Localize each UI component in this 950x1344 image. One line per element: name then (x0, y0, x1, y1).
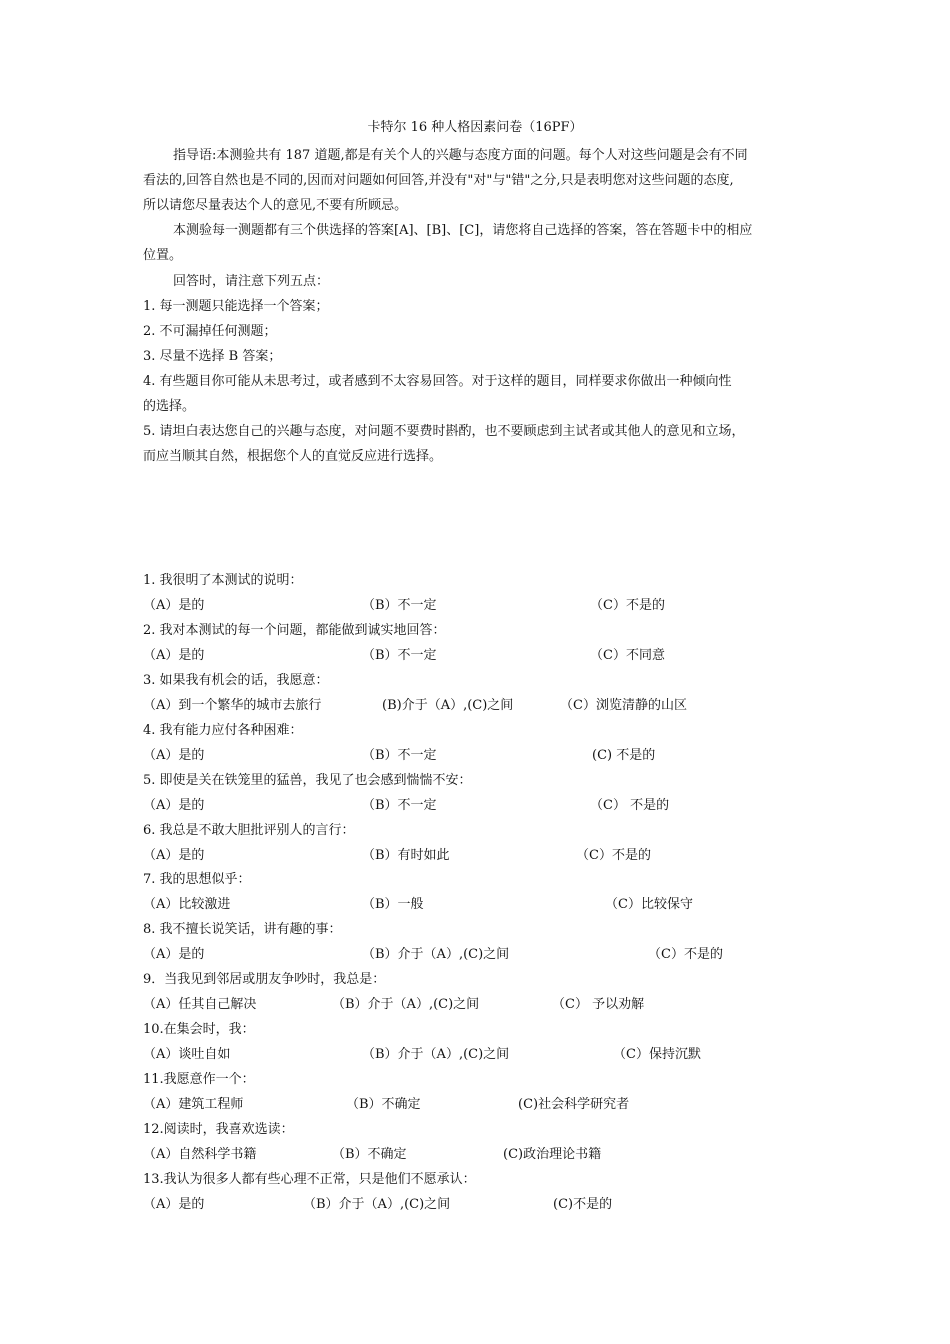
rule-item: 1. 每一测题只能选择一个答案； (143, 299, 329, 314)
option-b: （B）不一定 (362, 748, 437, 763)
option-b: （B）不一定 (362, 598, 437, 613)
question-text: 10.在集会时，我： (143, 1022, 255, 1037)
option-a: （A）是的 (143, 798, 205, 813)
option-b: （B）介于（A）,(C)之间 (362, 1047, 510, 1062)
option-b: （B）不一定 (362, 798, 437, 813)
option-c: （C） 不是的 (590, 798, 670, 813)
instruction-line: 看法的,回答自然也是不同的,因而对问题如何回答,并没有"对"与"错"之分,只是表明您对这些问题的态度, (143, 173, 734, 188)
rule-item: 5. 请坦白表达您自己的兴趣与态度，对问题不要费时斟酌，也不要顾虑到主试者或其他人的意见和立场， (143, 424, 745, 439)
question-text: 9．当我见到邻居或朋友争吵时，我总是： (143, 972, 386, 987)
option-c: （C）保持沉默 (613, 1047, 701, 1062)
page-title: 卡特尔 16 种人格因素问卷（16PF） (367, 120, 583, 135)
option-a: （A）任其自己解决 (143, 997, 257, 1012)
rule-item: 的选择。 (143, 399, 196, 414)
option-b: （B）介于（A）,(C)之间 (303, 1197, 451, 1212)
option-c: （C）不是的 (648, 947, 723, 962)
instruction-line: 所以请您尽量表达个人的意见,不要有所顾忌。 (143, 198, 408, 213)
option-a: （A）到一个繁华的城市去旅行 (143, 698, 322, 713)
option-b: （B）介于（A）,(C)之间 (362, 947, 510, 962)
question-text: 2. 我对本测试的每一个问题，都能做到诚实地回答： (143, 623, 446, 638)
instruction-line: 回答时，请注意下列五点： (173, 274, 330, 289)
option-b: （B）有时如此 (362, 848, 450, 863)
option-c: (C)不是的 (553, 1197, 613, 1212)
rule-item: 3. 尽量不选择 B 答案； (143, 349, 282, 364)
option-a: （A）是的 (143, 598, 205, 613)
option-a: （A）自然科学书籍 (143, 1147, 257, 1162)
question-text: 6. 我总是不敢大胆批评别人的言行： (143, 823, 355, 838)
option-b: （B）一般 (362, 897, 424, 912)
option-c: （C）浏览清静的山区 (560, 698, 687, 713)
rule-item: 而应当顺其自然，根据您个人的直觉反应进行选择。 (143, 449, 443, 464)
question-text: 13.我认为很多人都有些心理不正常，只是他们不愿承认： (143, 1172, 476, 1187)
option-c: （C）不是的 (590, 598, 665, 613)
question-text: 4. 我有能力应付各种困难： (143, 723, 303, 738)
question-text: 3. 如果我有机会的话，我愿意： (143, 673, 329, 688)
option-a: （A）是的 (143, 848, 205, 863)
option-a: （A）是的 (143, 748, 205, 763)
rule-item: 2. 不可漏掉任何测题； (143, 324, 277, 339)
option-a: （A）是的 (143, 648, 205, 663)
rule-item: 4. 有些题目你可能从未思考过，或者感到不太容易回答。对于这样的题目，同样要求你做出一种倾向性 (143, 374, 732, 389)
option-c: （C）不是的 (576, 848, 651, 863)
option-a: （A）比较激进 (143, 897, 231, 912)
question-text: 8. 我不擅长说笑话，讲有趣的事： (143, 922, 342, 937)
option-b: （B）不确定 (346, 1097, 421, 1112)
question-text: 1. 我很明了本测试的说明： (143, 573, 303, 588)
question-text: 12.阅读时，我喜欢选读： (143, 1122, 294, 1137)
option-b: (B)介于（A）,(C)之间 (382, 698, 514, 713)
instruction-line: 指导语:本测验共有 187 道题,都是有关个人的兴趣与态度方面的问题。每个人对这些问题是会有不同 (173, 148, 748, 163)
option-a: （A）是的 (143, 947, 205, 962)
instruction-line: 位置。 (143, 248, 183, 263)
option-a: （A）是的 (143, 1197, 205, 1212)
option-c: (C) 不是的 (592, 748, 656, 763)
option-a: （A）谈吐自如 (143, 1047, 231, 1062)
question-text: 5. 即使是关在铁笼里的猛兽，我见了也会感到惴惴不安： (143, 773, 472, 788)
option-b: （B）介于（A）,(C)之间 (332, 997, 480, 1012)
option-c: （C） 予以劝解 (552, 997, 645, 1012)
option-c: (C)政治理论书籍 (503, 1147, 602, 1162)
question-text: 11.我愿意作一个： (143, 1072, 255, 1087)
option-c: （C）比较保守 (605, 897, 693, 912)
option-b: （B）不确定 (332, 1147, 407, 1162)
question-text: 7. 我的思想似乎： (143, 872, 251, 887)
instruction-line: 本测验每一测题都有三个供选择的答案[A]、[B]、[C]，请您将自己选择的答案，答在答题卡中的相应 (173, 223, 753, 238)
option-a: （A）建筑工程师 (143, 1097, 244, 1112)
option-c: (C)社会科学研究者 (518, 1097, 630, 1112)
option-b: （B）不一定 (362, 648, 437, 663)
option-c: （C）不同意 (590, 648, 665, 663)
